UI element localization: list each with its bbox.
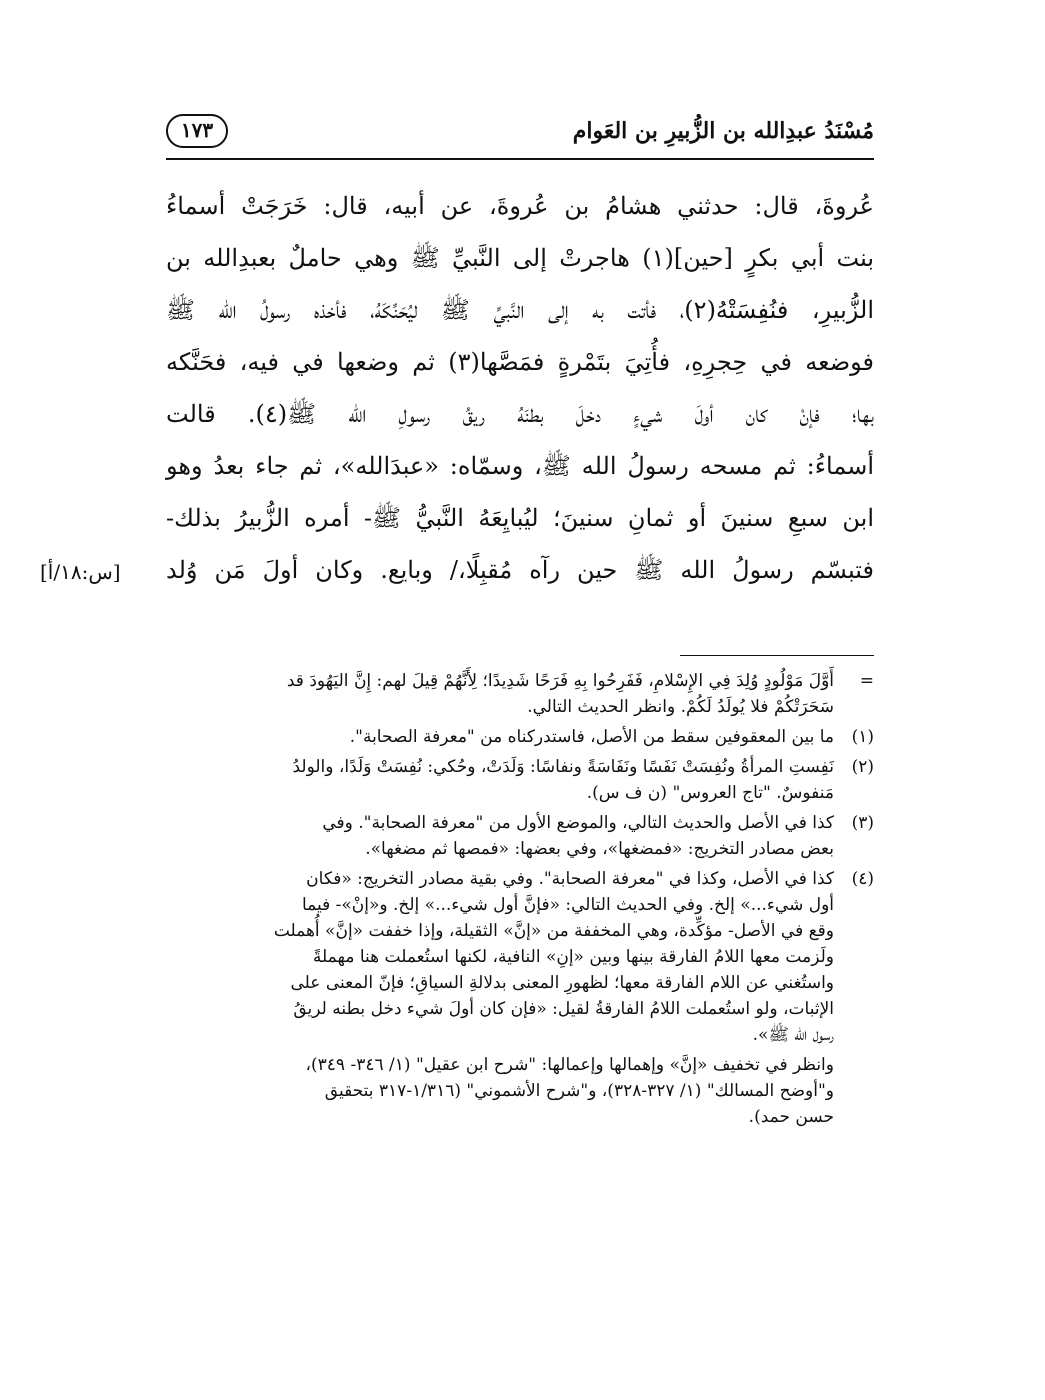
footnote-line: وقع في الأصل- مؤكِّدة، وهي المخففة من «إنَّ» الثقيلة، وإذا خففت «إنَّ» أُهملت <box>273 921 834 941</box>
footnote-line: و"أوضح المسالك" (١/ ٣٢٧-٣٢٨)، و"شرح الأشموني" (١/٣١٦-٣١٧ بتحقيق <box>324 1081 834 1101</box>
footnote-line: الإثبات، ولو استُعملت اللامُ الفارقةُ لقيل: «فإن كان أولَ شيء دخل بطنه لريقُ <box>293 999 834 1019</box>
main-text-line: ابن سبعِ سنينَ أو ثمانِ سنينَ؛ ليُبايِعَهُ النَّبيُّ ﷺ- أمره الزُّبيرُ بذلك- <box>166 504 874 532</box>
page-header <box>166 112 874 158</box>
footnote-line: نَفِستِ المرأةُ ونُفِسَتْ نَفَسًا ونَفَاسَةً ونفاسًا: وَلَدَتْ، وحُكي: نُفِسَتْ وَلَدًا، والولدُ <box>292 757 834 777</box>
footnote-marker: (٣) <box>851 813 874 833</box>
main-text-line: بها؛ فإنْ كان أولَ شيءٍ دخلَ بطنَهُ ريقُ رسولِ الله ﷺ(٤). قالت <box>166 400 874 428</box>
footnote-line: بعض مصادر التخريج: «فمضغها»، وفي بعضها: «فمصها ثم مضغها». <box>365 839 834 859</box>
footnote-4 <box>166 866 874 1130</box>
footnote-line: رسول الله ﷺ». <box>752 1025 834 1045</box>
main-text-line: بنت أبي بكرٍ [حين](١) هاجرتْ إلى النَّبيِّ ﷺ وهي حاملٌ بعبدِالله بن <box>166 244 875 272</box>
footnote-line: أول شيء...» إلخ. وفي الحديث التالي: «فإنَّ أول شيء...» إلخ. و«إنْ»- فيما <box>301 895 834 915</box>
main-text-line: فوضعه في حِجرِهِ، فأُتِيَ بتَمْرةٍ فمَصَّها(٣) ثم وضعها في فيه، فحَنَّكه <box>166 348 875 376</box>
header-divider <box>166 158 874 160</box>
footnote-line: وانظر في تخفيف «إنَّ» وإهمالها وإعمالها: "شرح ابن عقيل" (١/ ٣٤٦- ٣٤٩)، <box>305 1055 834 1075</box>
footnote-2 <box>166 754 874 806</box>
manuscript-folio-note: [س:١٨/أ] <box>40 560 121 584</box>
footnote-line: حسن حمد). <box>748 1107 834 1127</box>
footnote-line: أَوَّلَ مَوْلُودٍ وُلِدَ فِي الإِسْلامِ، فَفَرِحُوا بِهِ فَرَحًا شَدِيدًا؛ لِأَنَّهُمْ قِيلَ لهم: إِنَّ اليَهُودَ قد <box>286 671 834 691</box>
footnote-line: سَحَرَتْكُمْ فلا يُولَدُ لَكُمْ. وانظر الحديث التالي. <box>527 697 834 717</box>
page-number-badge: ١٧٣ <box>166 114 228 148</box>
running-title: مُسْنَدُ عبدِالله بن الزُّبيرِ بن العَوام <box>572 118 874 144</box>
main-text-line: فتبسّم رسولُ الله ﷺ حين رآه مُقبِلًا،/ وبايع. وكان أولَ مَن وُلد <box>166 556 874 584</box>
main-text <box>166 180 874 596</box>
footnotes <box>166 668 874 1134</box>
footnote-3 <box>166 810 874 862</box>
footnote-line: مَنفوسٌ. "تاج العروس" (ن ف س). <box>586 783 834 803</box>
footnote-divider <box>680 655 874 656</box>
footnote-marker: (٢) <box>851 757 874 777</box>
footnote-marker: = <box>859 671 874 691</box>
footnote-line: ولَزمت معها اللامُ الفارقة بينها وبين «إنِ» النافية، لكنها استُعملت هنا مهملةً <box>312 947 834 967</box>
main-text-line: أسماءُ: ثم مسحه رسولُ الله ﷺ، وسمّاه: «عبدَالله»، ثم جاء بعدُ وهو <box>166 452 874 480</box>
main-text-line: عُروةَ، قال: حدثني هشامُ بن عُروةَ، عن أبيه، قال: خَرَجَتْ أسماءُ <box>166 192 875 220</box>
footnote-1 <box>166 724 874 750</box>
footnote-line: ما بين المعقوفين سقط من الأصل، فاستدركناه من "معرفة الصحابة". <box>349 727 834 747</box>
footnote-line: واستُغني عن اللام الفارقة معها؛ لظهورِ المعنى بدلالةِ السياقِ؛ فإنّ المعنى على <box>290 973 834 993</box>
main-text-line: الزُّبيرِ، فنُفِسَتْهُ(٢)، فأتت به إلى النَّبيِّ ﷺ ليُحَنِّكَهُ، فأخذه رسولُ الله ﷺ <box>166 296 874 324</box>
footnote-marker: (٤) <box>851 869 874 889</box>
footnote-line: كذا في الأصل، وكذا في "معرفة الصحابة". وفي بقية مصادر التخريج: «فكان <box>306 869 834 889</box>
footnote-continuation <box>166 668 874 720</box>
footnote-line: كذا في الأصل والحديث التالي، والموضع الأول من "معرفة الصحابة". وفي <box>322 813 834 833</box>
footnote-marker: (١) <box>851 727 874 747</box>
